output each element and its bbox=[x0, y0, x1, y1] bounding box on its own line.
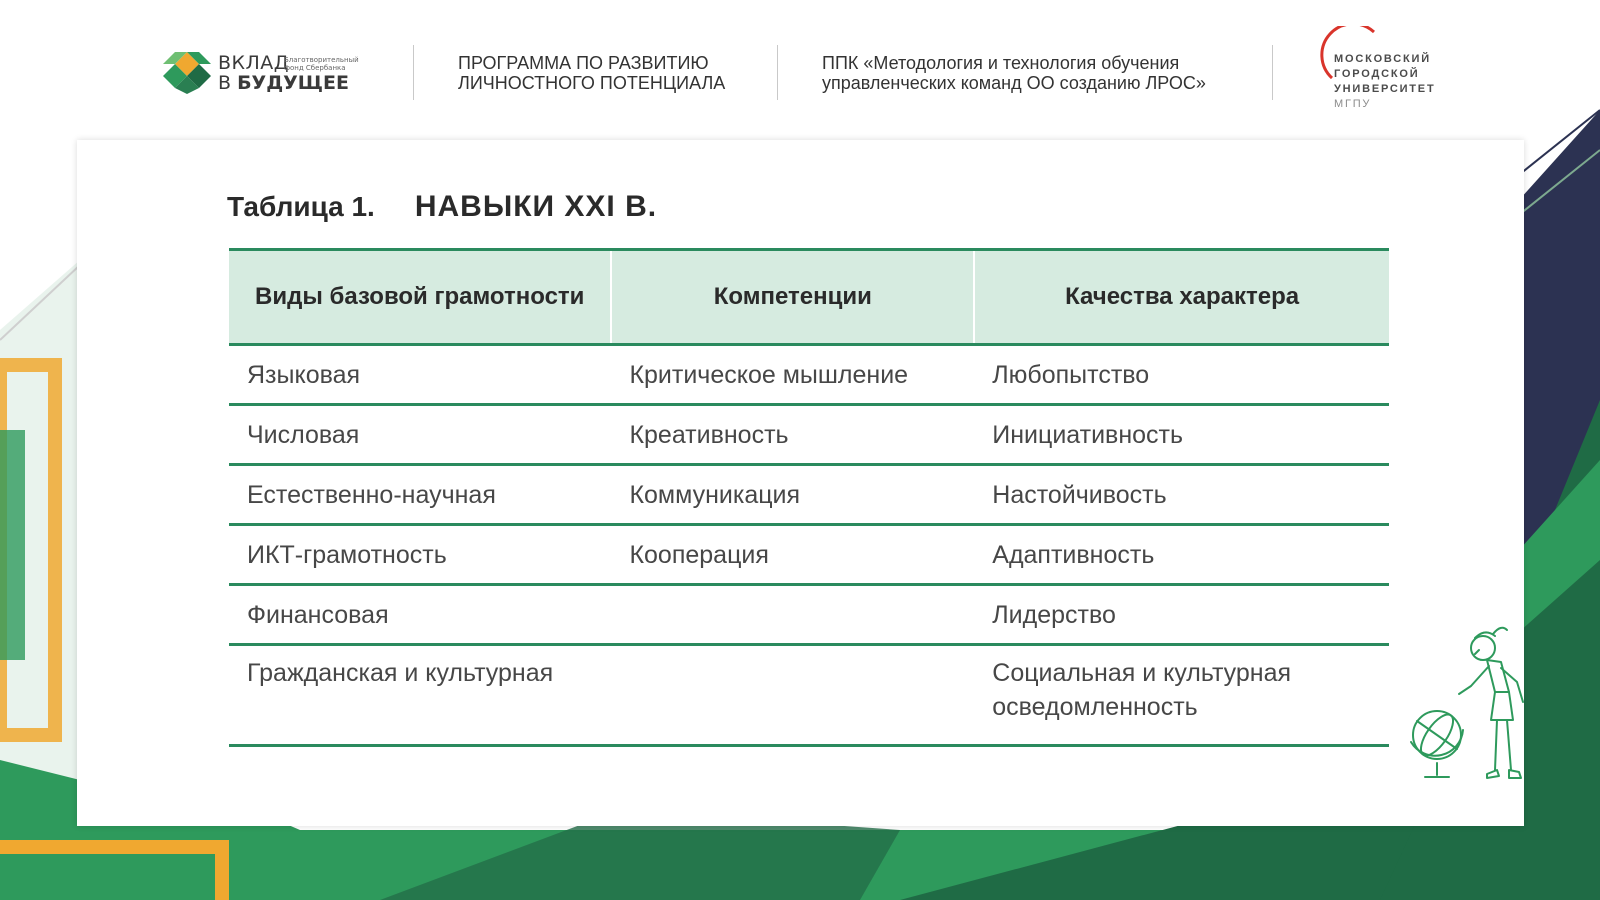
table-cell bbox=[611, 585, 974, 645]
header bbox=[0, 0, 1600, 130]
header-character: Качества характера bbox=[974, 250, 1389, 345]
table-row bbox=[229, 525, 1389, 585]
table-cell: Естественно-научная bbox=[229, 465, 611, 525]
logo-bold: БУДУЩЕЕ bbox=[237, 72, 349, 94]
logo-subtitle: Благотворительный фонд Сбербанка bbox=[284, 56, 359, 72]
content-card bbox=[77, 140, 1524, 826]
mgpu-abbreviation: МГПУ bbox=[1334, 98, 1372, 110]
header-literacy: Виды базовой грамотности bbox=[229, 250, 611, 345]
table-cell: Числовая bbox=[229, 405, 611, 465]
program-title bbox=[458, 53, 725, 93]
logo-prefix: В bbox=[218, 72, 238, 94]
program-title-line: ПРОГРАММА ПО РАЗВИТИЮ bbox=[458, 53, 709, 73]
header-divider bbox=[777, 45, 778, 100]
program-title-line: ЛИЧНОСТНОГО ПОТЕНЦИАЛА bbox=[458, 73, 726, 93]
vklad-logo[interactable] bbox=[160, 48, 380, 98]
logo-word-budushchee bbox=[218, 72, 349, 94]
header-competencies: Компетенции bbox=[611, 250, 974, 345]
course-title-line: ППК «Методология и технология обучения bbox=[822, 53, 1180, 73]
course-title bbox=[822, 53, 1206, 93]
table-cell: Настойчивость bbox=[974, 465, 1389, 525]
table-row bbox=[229, 645, 1389, 746]
table-cell: Любопытство bbox=[974, 345, 1389, 405]
table-cell: Языковая bbox=[229, 345, 611, 405]
table-row bbox=[229, 465, 1389, 525]
logo-word-vklad: ВКЛАД bbox=[218, 52, 290, 74]
table-row bbox=[229, 585, 1389, 645]
mgpu-line: УНИВЕРСИТЕТ bbox=[1334, 83, 1436, 95]
table-cell: ИКТ-грамотность bbox=[229, 525, 611, 585]
table-cell: Креативность bbox=[611, 405, 974, 465]
table-cell: Гражданская и культурная bbox=[229, 645, 611, 746]
vklad-logo-mark-icon bbox=[160, 48, 214, 94]
table-title: НАВЫКИ XXI В. bbox=[414, 190, 658, 223]
table-row bbox=[229, 405, 1389, 465]
table-cell: Кооперация bbox=[611, 525, 974, 585]
table-cell bbox=[611, 645, 974, 746]
table-cell: Социальная и культурная осведомленность bbox=[974, 645, 1389, 746]
table-cell: Лидерство bbox=[974, 585, 1389, 645]
mgpu-logo[interactable] bbox=[1318, 26, 1438, 110]
table-cell: Критическое мышление bbox=[611, 345, 974, 405]
header-divider bbox=[1272, 45, 1273, 100]
table-header-row bbox=[229, 250, 1389, 345]
table-cell: Адаптивность bbox=[974, 525, 1389, 585]
table-cell: Инициативность bbox=[974, 405, 1389, 465]
table-caption bbox=[227, 190, 657, 224]
course-title-line: управленческих команд ОО созданию ЛРОС» bbox=[822, 73, 1206, 93]
mgpu-line: ГОРОДСКОЙ bbox=[1334, 68, 1420, 80]
mgpu-line: МОСКОВСКИЙ bbox=[1334, 53, 1431, 65]
table-cell: Коммуникация bbox=[611, 465, 974, 525]
table-row bbox=[229, 345, 1389, 405]
table-cell: Финансовая bbox=[229, 585, 611, 645]
header-divider bbox=[413, 45, 414, 100]
table-number: Таблица 1. bbox=[227, 191, 375, 222]
skills-table bbox=[229, 248, 1389, 747]
girl-globe-illustration-icon bbox=[1405, 620, 1535, 795]
mgpu-name bbox=[1334, 52, 1435, 112]
